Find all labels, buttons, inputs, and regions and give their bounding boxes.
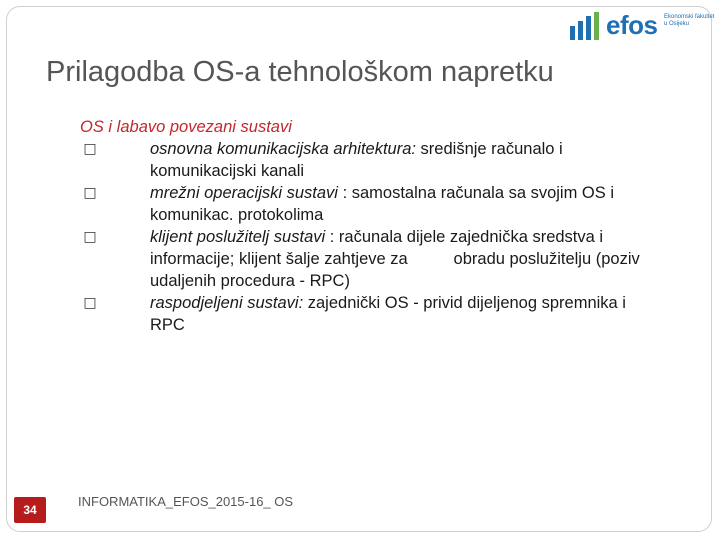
bullet-term: mrežni operacijski sustavi [150, 184, 338, 202]
bullet-item [80, 138, 640, 182]
bullet-item [80, 226, 640, 292]
checkbox-bullet-icon: □ [83, 185, 97, 201]
bullet-text: : računala dijele zajednička sredstva i informacije; klijent šalje zahtjeve za obradu poslužitelju (poziv udaljenih procedura - RPC) [150, 228, 640, 290]
bar-chart-logo-icon [568, 12, 604, 40]
page-number-badge: 34 [14, 497, 46, 523]
bullet-text: središnje računalo i komunikacijski kanali [150, 140, 563, 180]
slide-content [80, 116, 640, 336]
efos-logo [568, 8, 718, 44]
bullet-item [80, 292, 640, 336]
checkbox-bullet-icon: □ [83, 295, 97, 311]
checkbox-bullet-icon: □ [83, 141, 97, 157]
footer-text: INFORMATIKA_EFOS_2015-16_ OS [78, 494, 294, 509]
logo-wordmark: efos [606, 10, 658, 40]
checkbox-bullet-icon: □ [83, 229, 97, 245]
bullet-term: raspodjeljeni sustavi: [150, 294, 304, 312]
bullet-text: zajednički OS - privid dijeljenog spremnika i RPC [150, 294, 626, 334]
logo-subtitle: Ekonomski fakultet u Osijeku [664, 14, 715, 27]
bullet-text: : samostalna računala sa svojim OS i komunikac. protokolima [150, 184, 615, 224]
bullet-term: osnovna komunikacijska arhitektura: [150, 140, 416, 158]
lead-line: OS i labavo povezani sustavi [80, 118, 292, 136]
bullet-item [80, 182, 640, 226]
slide-title: Prilagodba OS-a tehnološkom napretku [46, 56, 554, 88]
bullet-term: klijent poslužitelj sustavi [150, 228, 326, 246]
